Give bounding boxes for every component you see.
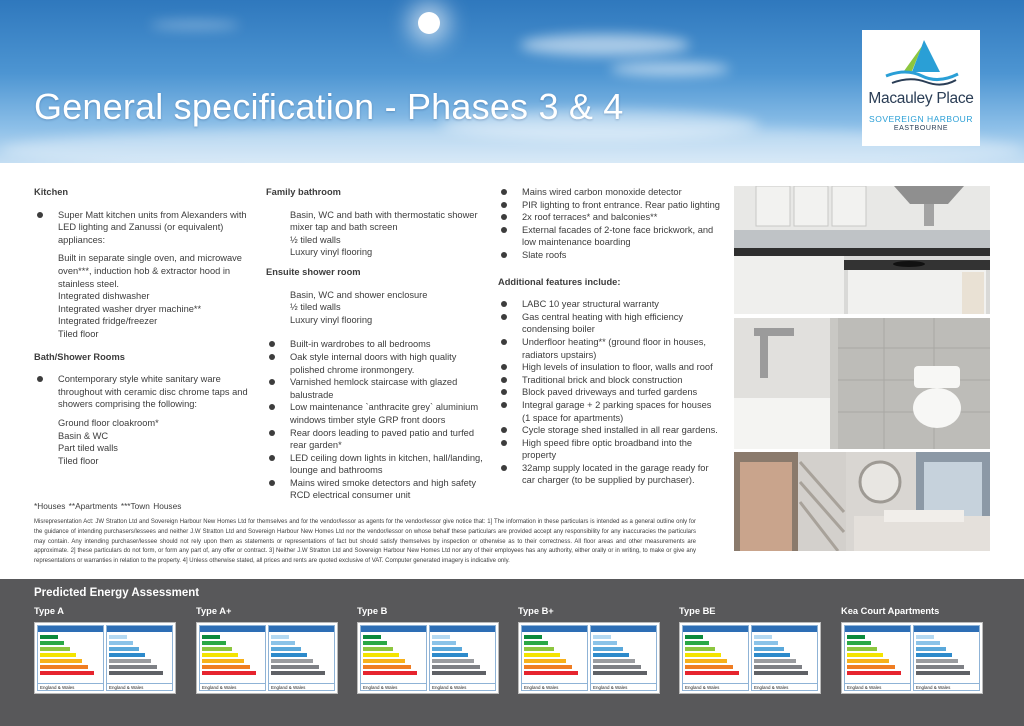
certificate-footer: England & Wales (38, 683, 103, 690)
epc-certificate (196, 622, 338, 694)
energy-type-label: Type BE (679, 606, 716, 616)
certificate-footer: England & Wales (269, 683, 334, 690)
spec-bullet: Varnished hemlock staircase with glazed balustrade (266, 376, 486, 401)
ensuite-item: Basin, WC and shower enclosure (290, 289, 428, 300)
spec-bullet: Low maintenance `anthracite grey` aluminium windows timber style GRP front doors (266, 401, 486, 426)
sail-logo-icon (882, 38, 960, 88)
kitchen-photo (734, 186, 990, 314)
environmental-rating (429, 625, 496, 691)
cloud (520, 34, 690, 56)
spec-bullet: Mains wired carbon monoxide detector (498, 186, 720, 199)
feature-bullet: LABC 10 year structural warranty (498, 298, 720, 311)
certificate-footer: England & Wales (591, 683, 656, 690)
kitchen-appliance-item: Integrated washer dryer machine** (58, 303, 202, 314)
certificate-footer: England & Wales (361, 683, 426, 690)
efficiency-rating (844, 625, 911, 691)
feature-bullet: High speed fibre optic broadband into the property (498, 437, 720, 462)
family-bathroom-item: ½ tiled walls (290, 234, 341, 245)
energy-type-label: Type A (34, 606, 64, 616)
efficiency-rating (360, 625, 427, 691)
footnote: *Houses **Apartments ***Town Houses (34, 501, 182, 511)
kitchen-heading: Kitchen (34, 187, 69, 197)
certificate-footer: England & Wales (914, 683, 979, 690)
energy-type-label: Kea Court Apartments (841, 606, 940, 616)
logo-town: EASTBOURNE (893, 125, 949, 132)
bathrooms-heading: Bath/Shower Rooms (34, 351, 125, 362)
energy-type-label: Type B (357, 606, 388, 616)
epc-certificate (518, 622, 660, 694)
spec-column-2 (266, 186, 486, 502)
efficiency-rating (199, 625, 266, 691)
energy-type-b-plus (518, 606, 660, 694)
certificate-footer: England & Wales (845, 683, 910, 690)
energy-type-b (357, 606, 499, 694)
certificate-footer: England & Wales (200, 683, 265, 690)
kitchen-appliance-item: Integrated dishwasher (58, 291, 150, 302)
kitchen-appliance-item: Tiled floor (58, 328, 99, 339)
energy-type-label: Type A+ (196, 606, 232, 616)
epc-certificate (841, 622, 983, 694)
cloakroom-item: Basin & WC (58, 430, 109, 441)
certificate-footer: England & Wales (752, 683, 817, 690)
energy-type-be (679, 606, 821, 694)
certificate-footer: England & Wales (107, 683, 172, 690)
cloakroom-item: Tiled floor (58, 455, 99, 466)
cloakroom-heading: Ground floor cloakroom* (58, 417, 159, 428)
additional-features-heading: Additional features include: (498, 276, 621, 287)
spec-column-1 (34, 186, 252, 467)
feature-bullet: Integral garage + 2 parking spaces for houses (1 space for apartments) (498, 399, 720, 424)
energy-title: Predicted Energy Assessment (34, 587, 200, 599)
bathrooms-bullet: Contemporary style white sanitary ware throughout with ceramic disc chrome taps and showers comprising the following: (34, 373, 252, 411)
disclaimer: Misrepresentation Act: JW Stratton Ltd and Sovereign Harbour New Homes Ltd for themselves and for the vendor/lessor as agents for the vendor/lessor give notice that: 1] The information in these particulars is intended as a general outline only for the guidance of intending purchasers/lessees and neither J.W Stratton Ltd and Sovereign Harbour New Homes Ltd nor the vendor/lessor on whose behalf these particulars are provided accept any responsibility for any inaccuracies the particulars may contain. Any intending purchaser/lessee should not rely upon them as statements or representations of fact but should satisfy themselves by inspection or otherwise as to their correctness. All floor areas and other measurements are approximate. 2] these particulars do not form, or form any part of, any offer or contract. 3] Neither J.W Stratton Ltd and Sovereign Harbour New Homes Ltd nor any of their employees has any authority, either orally or in writing, to make or give any representations or warranties in relation to the property. 4] Unless otherwise stated, all prices and rents are quoted exclusive of VAT. Computer generated imagery is indicative only. (34, 519, 696, 565)
family-bathroom-item: Luxury vinyl flooring (290, 247, 373, 258)
environmental-rating (106, 625, 173, 691)
family-bathroom-heading: Family bathroom (266, 187, 341, 197)
environmental-rating (590, 625, 657, 691)
spec-bullet: External facades of 2-tone face brickwork, and low maintenance boarding (498, 224, 720, 249)
page-title: General specification - Phases 3 & 4 (34, 86, 624, 127)
energy-assessment (0, 579, 1024, 726)
kitchen-bullet: Super Matt kitchen units from Alexanders with LED lighting and Zanussi (or equivalent) appliances: (34, 209, 252, 247)
bedroom-photo (734, 452, 990, 551)
energy-type-label: Type B+ (518, 606, 554, 616)
environmental-rating (913, 625, 980, 691)
kitchen-appliance-item: Built in separate single oven, and microwave oven***, induction hob & extractor hood in stainless steel. (58, 253, 242, 289)
spec-bullet: LED ceiling down lights in kitchen, hall/landing, lounge and bathrooms (266, 452, 486, 477)
efficiency-rating (521, 625, 588, 691)
feature-bullet: Block paved driveways and turfed gardens (498, 386, 720, 399)
cloakroom-item: Part tiled walls (58, 443, 118, 454)
certificate-footer: England & Wales (522, 683, 587, 690)
feature-bullet: High levels of insulation to floor, walls and roof (498, 361, 720, 374)
epc-certificate (357, 622, 499, 694)
spec-bullet: PIR lighting to front entrance. Rear patio lighting (498, 199, 720, 212)
sun (418, 12, 440, 34)
efficiency-rating (682, 625, 749, 691)
spec-bullet: Built-in wardrobes to all bedrooms (266, 338, 486, 351)
cloud (150, 20, 240, 30)
bathroom-photo (734, 318, 990, 449)
feature-bullet: 32amp supply located in the garage ready for car charger (to be supplied by purchaser). (498, 462, 720, 487)
environmental-rating (268, 625, 335, 691)
ensuite-item: ½ tiled walls (290, 302, 341, 313)
logo-name: Macauley Place (868, 90, 974, 107)
energy-kea-court (841, 606, 983, 694)
family-bathroom-item: Basin, WC and bath with thermostatic shower mixer tap and bath screen (290, 209, 478, 233)
energy-type-a (34, 606, 176, 694)
energy-type-a-plus (196, 606, 338, 694)
efficiency-rating (37, 625, 104, 691)
spec-bullet: Slate roofs (498, 249, 720, 262)
feature-bullet: Gas central heating with high efficiency condensing boiler (498, 311, 720, 336)
certificate-footer: England & Wales (683, 683, 748, 690)
feature-bullet: Underfloor heating** (ground floor in houses, radiators upstairs) (498, 336, 720, 361)
feature-bullet: Traditional brick and block construction (498, 374, 720, 387)
spec-bullet: Rear doors leading to paved patio and turfed rear garden* (266, 427, 486, 452)
certificate-footer: England & Wales (430, 683, 495, 690)
cloud (610, 62, 730, 76)
epc-certificate (34, 622, 176, 694)
spec-bullet: Mains wired smoke detectors and high safety RCD electrical consumer unit (266, 477, 486, 502)
epc-certificate (679, 622, 821, 694)
logo-subtitle: SOVEREIGN HARBOUR (869, 114, 973, 124)
kitchen-appliance-item: Integrated fridge/freezer (58, 316, 158, 327)
feature-bullet: Cycle storage shed installed in all rear gardens. (498, 424, 720, 437)
spec-column-3 (498, 186, 720, 487)
environmental-rating (751, 625, 818, 691)
spec-bullet: Oak style internal doors with high quality polished chrome ironmongery. (266, 351, 486, 376)
spec-bullet: 2x roof terraces* and balconies** (498, 211, 720, 224)
sky-header (0, 0, 1024, 163)
logo (862, 30, 980, 146)
ensuite-heading: Ensuite shower room (266, 266, 361, 277)
ensuite-item: Luxury vinyl flooring (290, 314, 373, 325)
